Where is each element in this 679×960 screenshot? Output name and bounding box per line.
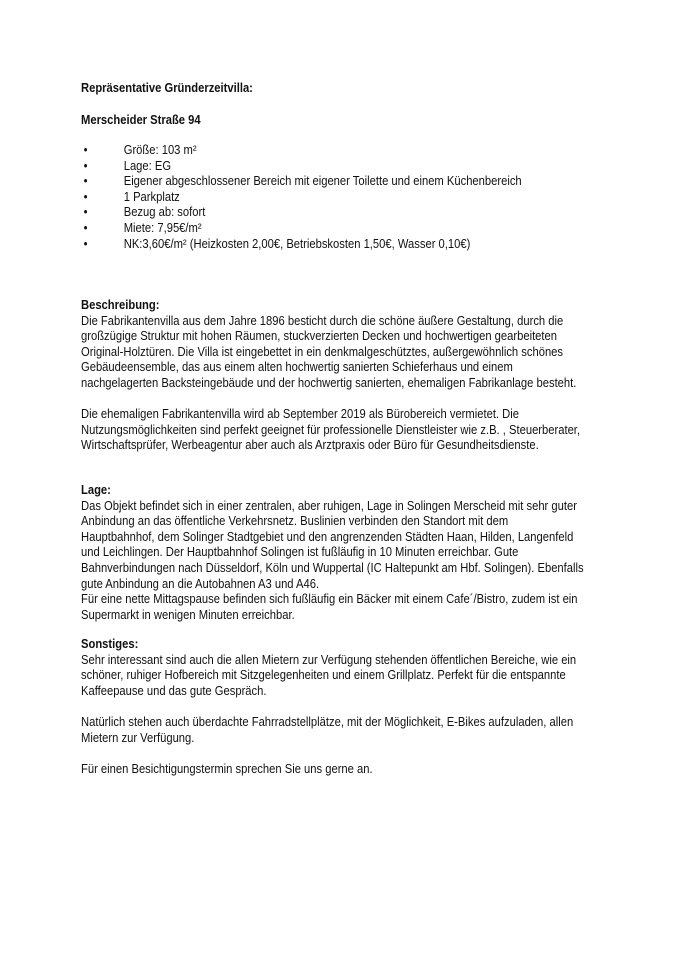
feature-text: Miete: 7,95€/m²	[123, 220, 202, 235]
feature-text: NK:3,60€/m² (Heizkosten 2,00€, Betriebskosten 1,50€, Wasser 0,10€)	[123, 236, 471, 251]
text-line: Mietern zur Verfügung.	[81, 730, 195, 745]
text-line: Gebäudeensemble, das aus einem alten hochwertig sanierten Schieferhaus und einem	[81, 360, 513, 375]
feature-list-item	[81, 174, 522, 190]
feature-list-item	[81, 205, 522, 221]
feature-text: 1 Parkplatz	[123, 189, 180, 204]
text-line: Wirtschaftsprüfer, Werbeagentur aber auch als Arztpraxis oder Büro für Gesundheitsdienste.	[81, 438, 539, 453]
bullet-icon: •	[83, 174, 88, 189]
paragraph	[81, 762, 576, 778]
feature-text: Eigener abgeschlossener Bereich mit eigener Toilette und einem Küchenbereich	[123, 174, 522, 189]
bullet-icon: •	[83, 158, 88, 173]
feature-text: Bezug ab: sofort	[123, 205, 206, 220]
paragraph	[81, 314, 580, 392]
section-beschreibung	[81, 298, 580, 454]
feature-list-item	[81, 237, 522, 253]
text-line: Nutzungsmöglichkeiten sind perfekt geeignet für professionelle Dienstleister wie z.B. , Steuerberater,	[81, 422, 581, 437]
text-line: Bahnverbindungen nach Düsseldorf, Köln und Wuppertal (IC Haltepunkt am Hbf. Solingen). Ebenfalls	[81, 560, 584, 575]
text-line: schöner, ruhiger Hofbereich mit Sitzgelegenheiten und einem Grillplatz. Perfekt für die entspannte	[81, 668, 566, 683]
text-line: gute Anbindung an die Autobahnen A3 und A46.	[81, 576, 320, 591]
feature-list-item	[81, 221, 522, 237]
text-line: Die Fabrikantenvilla aus dem Jahre 1896 besticht durch die schöne äußere Gestaltung, durch die	[81, 313, 564, 328]
text-line: Für eine nette Mittagspause befinden sich fußläufig ein Bäcker mit einem Cafe´/Bistro, zudem ist ein	[81, 592, 578, 607]
bullet-icon: •	[83, 205, 88, 220]
text-line: nachgelagerten Backsteingebäude und der hochwertig sanierten, ehemaligen Fabrikanlage besteht.	[81, 375, 577, 390]
paragraph	[81, 407, 580, 454]
feature-text: Lage: EG	[123, 158, 172, 173]
bullet-icon: •	[83, 236, 88, 251]
paragraph	[81, 653, 576, 700]
text-line: Sehr interessant sind auch die allen Mietern zur Verfügung stehenden öffentlichen Bereiche, wie ein	[81, 652, 577, 667]
text-line: Original-Holztüren. Die Villa ist eingebettet in ein denkmalgeschütztes, außergewöhnlich schönes	[81, 344, 564, 359]
bullet-icon: •	[83, 220, 88, 235]
text-line: Kaffeepause und das gute Gespräch.	[81, 683, 267, 698]
text-line: Das Objekt befindet sich in einer zentralen, aber ruhigen, Lage in Solingen Merscheid mit sehr guter	[81, 498, 577, 513]
bullet-icon: •	[83, 143, 88, 157]
text-line: und Leichlingen. Der Hauptbahnhof Solingen ist fußläufig in 10 Minuten erreichbar. Gute	[81, 545, 519, 560]
paragraph	[81, 715, 576, 746]
text-line: Für einen Besichtigungstermin sprechen Sie uns gerne an.	[81, 761, 373, 776]
text-line: Natürlich stehen auch überdachte Fahrradstellplätze, mit der Möglichkeit, E-Bikes aufzuladen, allen	[81, 714, 574, 729]
bullet-icon: •	[83, 189, 88, 204]
section-lage	[81, 483, 584, 623]
feature-list-item	[81, 190, 522, 206]
section-heading: Sonstiges:	[81, 637, 139, 651]
section-heading: Beschreibung:	[81, 298, 160, 312]
feature-list	[81, 143, 522, 252]
text-line: Hauptbahnhof, dem Solinger Stadtgebiet und den angrenzenden Städten Haan, Hilden, Langenfeld	[81, 529, 574, 544]
document-title: Repräsentative Gründerzeitvilla:	[81, 81, 253, 95]
text-line: Supermarkt in wenigen Minuten erreichbar.	[81, 607, 295, 622]
paragraph	[81, 499, 584, 624]
text-line: Anbindung an das öffentliche Verkehrsnetz. Buslinien verbinden den Standort mit dem	[81, 514, 509, 529]
feature-list-item	[81, 159, 522, 175]
feature-list-item	[81, 143, 522, 159]
feature-text: Größe: 103 m²	[123, 143, 197, 157]
section-sonstiges	[81, 637, 576, 777]
text-line: großzügige Struktur mit hohen Räumen, stuckverzierten Decken und hochwertigen gearbeiteten	[81, 329, 558, 344]
section-heading: Lage:	[81, 483, 111, 497]
address-heading: Merscheider Straße 94	[81, 113, 201, 127]
text-line: Die ehemaligen Fabrikantenvilla wird ab September 2019 als Bürobereich vermietet. Die	[81, 407, 519, 422]
